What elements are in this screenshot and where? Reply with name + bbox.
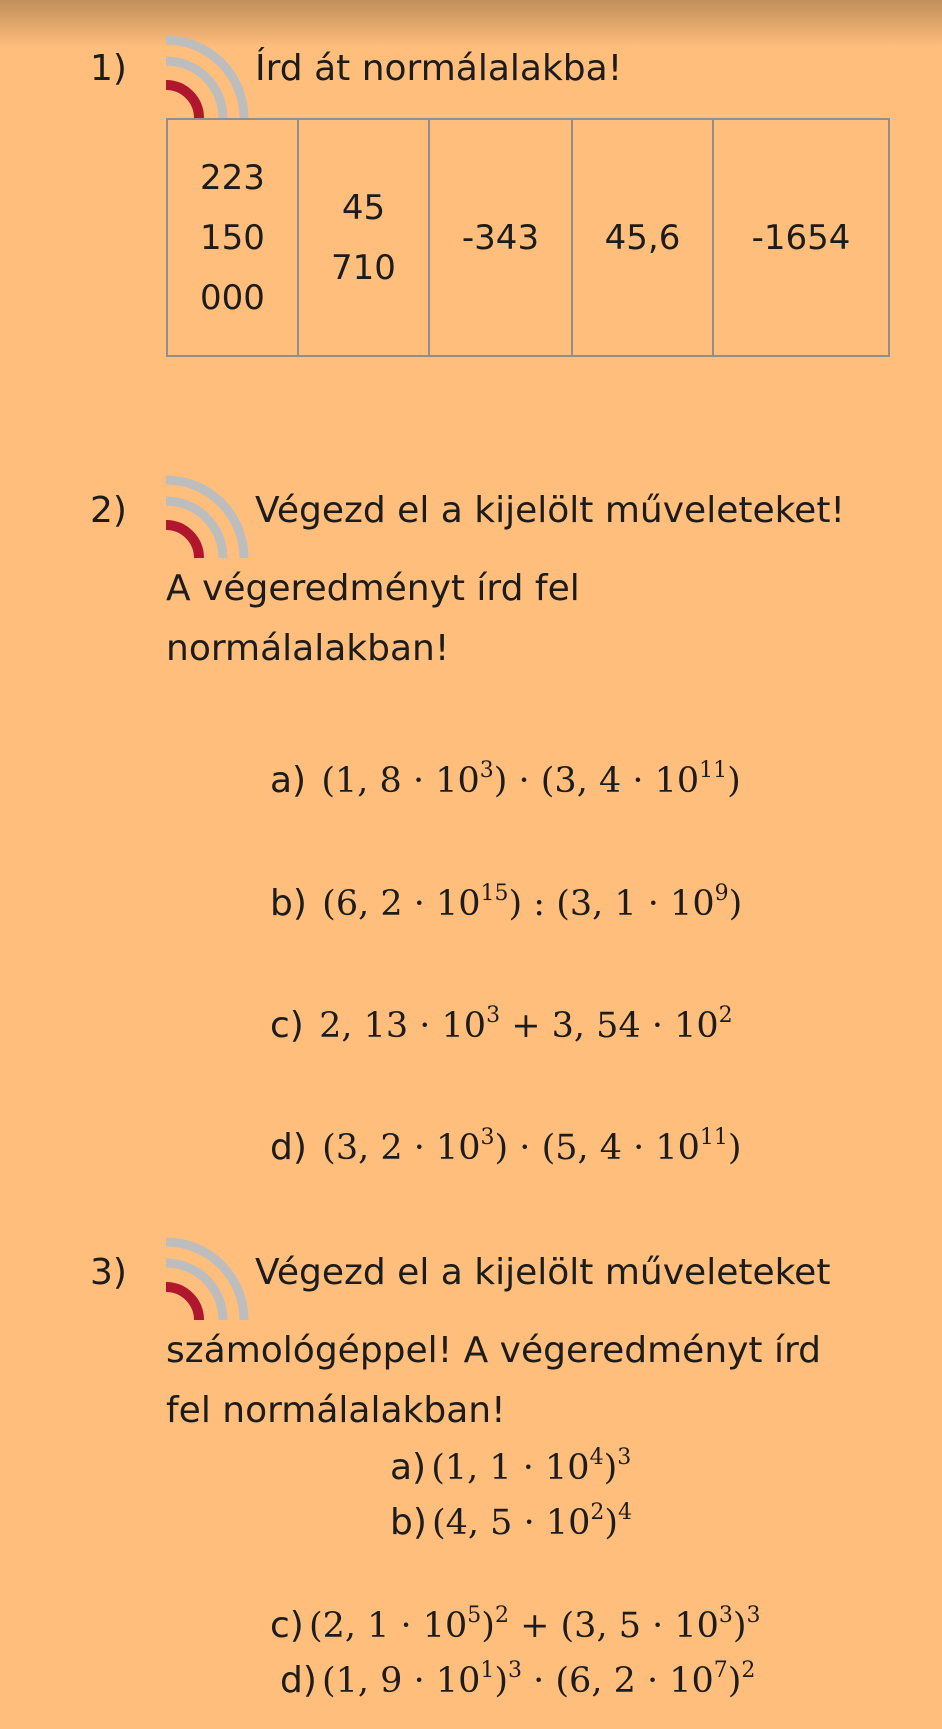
- exercise-2-item-d: [270, 1127, 742, 1168]
- cell-line: 45: [341, 187, 386, 228]
- exercise-3-item-b: [390, 1502, 632, 1543]
- audio-waves-icon[interactable]: [166, 1230, 256, 1320]
- top-shadow: [0, 0, 942, 48]
- math-expression: (6, $2 \cdot 10^{15}$) : (3, $1 \cdot 10^9$): [322, 881, 743, 924]
- exercise-3-line-3: fel normálalakban!: [166, 1390, 506, 1431]
- exercise-2-number: 2): [90, 490, 127, 531]
- exercise-3-instruction: Végezd el a kijelölt műveleteket: [255, 1252, 831, 1293]
- exercise-2-item-a: [270, 760, 741, 801]
- cell-line: -343: [461, 217, 540, 258]
- exercise-2-item-b: [270, 883, 742, 924]
- item-label: d): [280, 1660, 317, 1701]
- exercise-3-item-c: [270, 1605, 761, 1646]
- cell-line: 150: [200, 217, 265, 258]
- item-label: c): [270, 1005, 304, 1046]
- cell-line: 45,6: [604, 217, 681, 258]
- item-label: b): [270, 883, 307, 924]
- exercise-2-line-3: normálalakban!: [166, 628, 450, 669]
- table-cell: [167, 119, 298, 356]
- math-expression: 2, $13 \cdot 10^3 + 3$, $54 \cdot 10^2$: [319, 1003, 733, 1046]
- exercise-3-item-a: [390, 1447, 631, 1488]
- table-cell: [298, 119, 429, 356]
- cell-line: 223: [200, 157, 265, 198]
- item-label: a): [270, 760, 307, 801]
- exercise-2-instruction: Végezd el a kijelölt műveleteket!: [255, 490, 845, 531]
- exercise-3-line-2: számológéppel! A végeredményt írd: [166, 1330, 822, 1371]
- cell-line: -1654: [751, 217, 851, 258]
- item-label: c): [270, 1605, 304, 1646]
- math-expression: (1, $1 \cdot 10^4)^3$: [431, 1445, 632, 1488]
- item-label: b): [390, 1502, 427, 1543]
- exercise-1-instruction: Írd át normálalakba!: [255, 48, 623, 89]
- exercise-2-line-2: A végeredményt írd fel: [166, 568, 580, 609]
- exercise-3-item-d: [280, 1660, 755, 1701]
- item-label: d): [270, 1127, 307, 1168]
- item-label: a): [390, 1447, 427, 1488]
- numbers-table: [166, 118, 890, 357]
- math-expression: (1, $9 \cdot 10^1)^3 \cdot (6$, $2 \cdot 10^7)^2$: [322, 1658, 756, 1701]
- audio-waves-icon[interactable]: [166, 28, 256, 118]
- table-cell: [572, 119, 713, 356]
- math-expression: (3, $2 \cdot 10^3) \cdot (5$, $4 \cdot 10^{11}$): [322, 1125, 742, 1168]
- exercise-1-number: 1): [90, 48, 127, 89]
- exercise-2-item-c: [270, 1005, 733, 1046]
- table-cell: [713, 119, 889, 356]
- math-expression: (1, $8 \cdot 10^3) \cdot (3$, $4 \cdot 10^{11}$): [321, 758, 741, 801]
- cell-line: 000: [200, 277, 265, 318]
- math-expression: (2, $1 \cdot 10^5)^2 + (3$, $5 \cdot 10^3)^3$: [308, 1603, 761, 1646]
- math-expression: (4, $5 \cdot 10^2)^4$: [432, 1500, 633, 1543]
- exercise-3-number: 3): [90, 1252, 127, 1293]
- cell-line: 710: [331, 247, 396, 288]
- audio-waves-icon[interactable]: [166, 468, 256, 558]
- table-cell: [429, 119, 572, 356]
